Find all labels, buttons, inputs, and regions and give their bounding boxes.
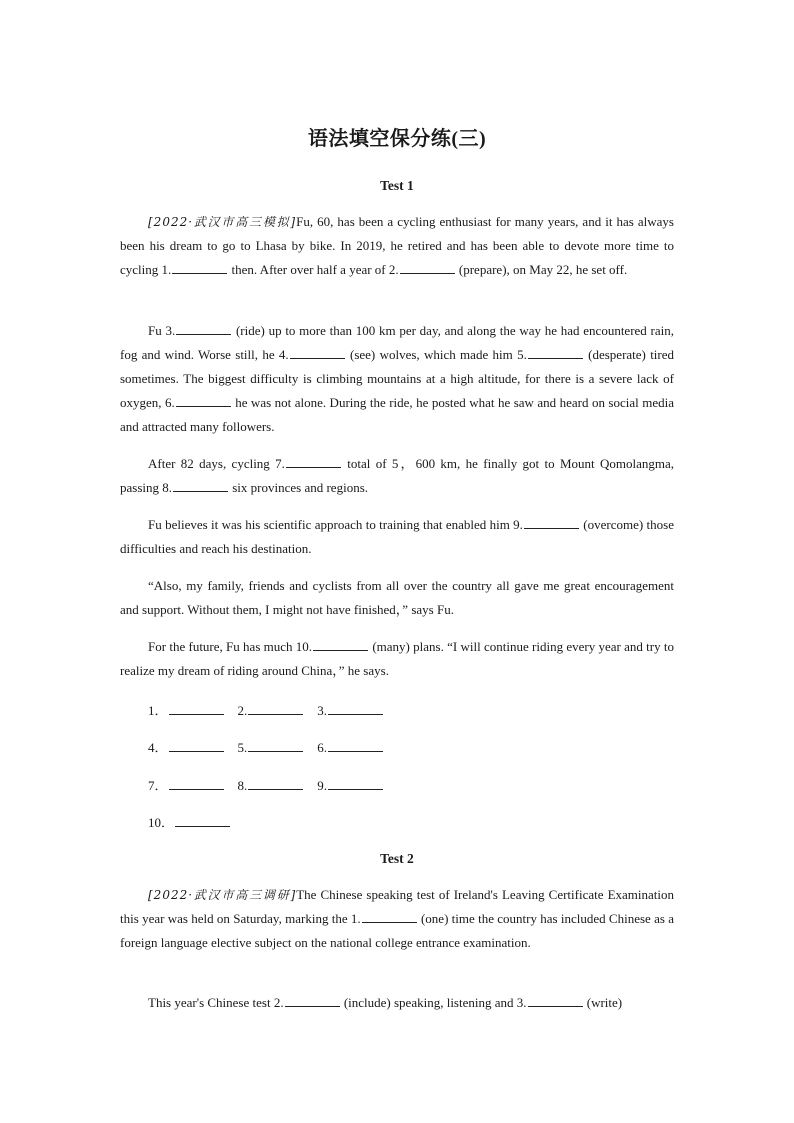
test2-paragraph-1: [2022·武汉市高三调研]The Chinese speaking test of Ireland's Leaving Certificate Examination this year was held on Saturday, marking the 1. (one) time the country has included Chinese as a foreign language elective subject on the national college entrance examination. xyxy=(120,887,675,950)
answer-row-1: 1． 2. 3. xyxy=(148,700,397,718)
answer-blank-7[interactable] xyxy=(169,778,224,790)
test2-paragraph-2: This year's Chinese test 2. (include) speaking, listening and 3. (write) xyxy=(148,995,623,1010)
answer-blank-8[interactable] xyxy=(248,778,303,790)
answer-blank-1[interactable] xyxy=(169,703,224,715)
blank-t2-2[interactable] xyxy=(285,995,340,1007)
answer-blank-10[interactable] xyxy=(175,815,230,827)
blank-t2-3[interactable] xyxy=(528,995,583,1007)
blank-7[interactable] xyxy=(286,456,341,468)
answer-row-3: 7． 8. 9. xyxy=(148,775,397,793)
blank-t2-1[interactable] xyxy=(362,911,417,923)
blank-5[interactable] xyxy=(528,347,583,359)
test2-heading: Test 2 xyxy=(380,851,414,866)
blank-3[interactable] xyxy=(176,323,231,335)
answer-blank-6[interactable] xyxy=(328,740,383,752)
answer-blank-3[interactable] xyxy=(328,703,383,715)
test1-paragraph-6: For the future, Fu has much 10. (many) plans. “I will continue riding every year and try to realize my dream of riding around China，” he says. xyxy=(120,639,674,678)
answer-blank-2[interactable] xyxy=(248,703,303,715)
source-tag: [2022·武汉市高三调研] xyxy=(148,888,297,902)
blank-6[interactable] xyxy=(176,395,231,407)
blank-1[interactable] xyxy=(172,262,227,274)
source-tag: [2022·武汉市高三模拟] xyxy=(148,215,297,229)
answer-row-4: 10． xyxy=(148,812,244,830)
answer-blank-4[interactable] xyxy=(169,740,224,752)
answer-blank-9[interactable] xyxy=(328,778,383,790)
test1-paragraph-4: Fu believes it was his scientific approach to training that enabled him 9. (overcome) those difficulties and reach his destination. xyxy=(120,517,674,556)
test1-heading: Test 1 xyxy=(380,178,414,193)
blank-8[interactable] xyxy=(173,480,228,492)
blank-9[interactable] xyxy=(524,517,579,529)
page-title: 语法填空保分练(三) xyxy=(307,128,487,150)
test1-paragraph-2: Fu 3. (ride) up to more than 100 km per day, and along the way he had encountered rain, fog and wind. Worse still, he 4. (see) wolves, which made him 5. (desperate) tired sometimes. The biggest difficulty is climbing mountains at a high altitude, for there is a severe lack of oxygen, 6. he was not alone. During the ride, he posted what he saw and heard on social media and attracted many followers. xyxy=(120,323,675,434)
test1-paragraph-5: “Also, my family, friends and cyclists from all over the country all gave me great encouragement and support. Without them, I might not have finished，” says Fu. xyxy=(120,578,674,617)
blank-4[interactable] xyxy=(290,347,345,359)
test1-paragraph-1: [2022·武汉市高三模拟]Fu, 60, has been a cycling enthusiast for many years, and it has always been his dream to go to Lhasa by bike. In 2019, he retired and has been able to devote more time to cycling 1. then. After over half a year of 2. (prepare), on May 22, he set off. xyxy=(120,214,674,277)
answer-row-2: 4． 5. 6. xyxy=(148,737,397,755)
answer-blank-5[interactable] xyxy=(248,740,303,752)
blank-2[interactable] xyxy=(400,262,455,274)
blank-10[interactable] xyxy=(313,639,368,651)
test1-paragraph-3: After 82 days, cycling 7. total of 5，600 km, he finally got to Mount Qomolangma, passing 8. six provinces and regions. xyxy=(120,456,674,495)
